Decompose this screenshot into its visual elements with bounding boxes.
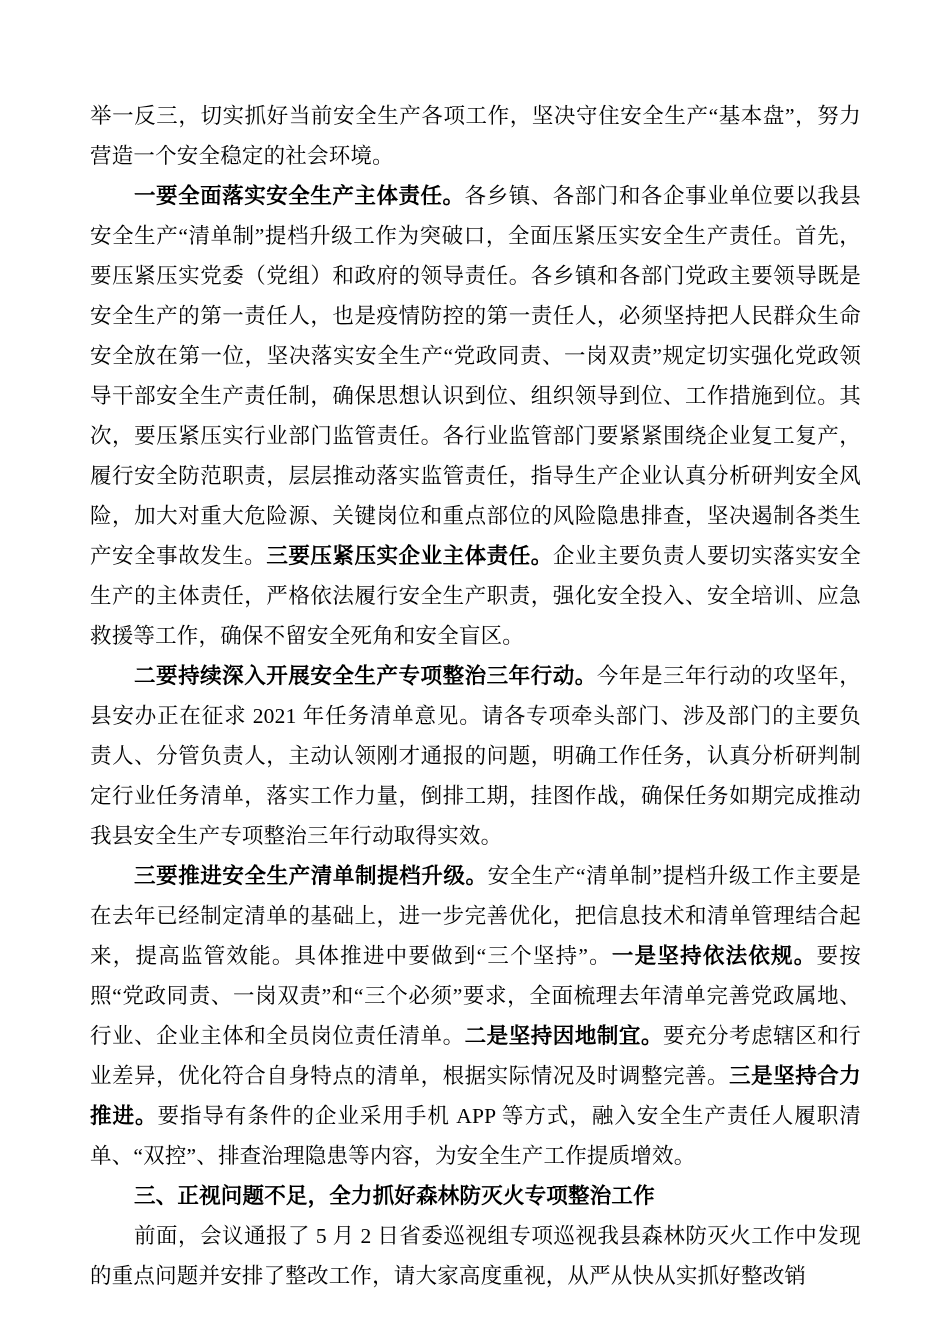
paragraph-point-two <box>90 656 861 856</box>
section-heading-three <box>90 1176 861 1216</box>
text-run-bold-heading: 一要全面落实安全生产主体责任。 <box>134 184 465 208</box>
text-run: 举一反三，切实抓好当前安全生产各项工作，坚决守住安全生产“基本盘”，努力营造一个安全稳定的社会环境。 <box>90 104 861 168</box>
text-run-bold-heading: 二要持续深入开展安全生产专项整治三年行动。 <box>134 664 597 688</box>
text-run-bold-heading: 二是坚持因地制宜。 <box>464 1024 663 1048</box>
text-run-bold-heading: 三是坚持合力推进。 <box>90 1064 861 1128</box>
paragraph-continuation <box>90 96 861 176</box>
paragraph-forest-fire-intro <box>90 1216 861 1296</box>
text-run-bold-heading: 一是坚持依法依规。 <box>611 944 817 968</box>
text-run: 今年是三年行动的攻坚年，县安办正在征求 2021 年任务清单意见。请各专项牵头部门、涉及部门的主要负责人、分管负责人，主动认领刚才通报的问题，明确工作任务，认真分析研判制定行业任务清单，落实工作力量，倒排工期，挂图作战，确保任务如期完成推动我县安全生产专项整治三年行动取得实效。 <box>90 664 862 848</box>
text-run: 要充分考虑辖区和行业差异，优化符合自身特点的清单，根据实际情况及时调整完善。 <box>90 1024 861 1088</box>
text-run: 要指导有条件的企业采用手机 APP 等方式，融入安全生产责任人履职清单、“双控”、排查治理隐患等内容，为安全生产工作提质增效。 <box>90 1104 861 1168</box>
text-run: 企业主要负责人要切实落实安全生产的主体责任，严格依法履行安全生产职责，强化安全投入、安全培训、应急救援等工作，确保不留安全死角和安全盲区。 <box>90 544 861 648</box>
text-run: 安全生产“清单制”提档升级工作主要是在去年已经制定清单的基础上，进一步完善优化，把信息技术和清单管理结合起来，提高监管效能。具体推进中要做到“三个坚持”。 <box>90 864 862 968</box>
paragraph-point-one <box>90 176 861 656</box>
document-body <box>90 96 861 1296</box>
text-run-bold-heading: 三要推进安全生产清单制提档升级。 <box>134 864 488 888</box>
paragraph-point-three <box>90 856 861 1176</box>
text-run: 要按照“党政同责、一岗双责”和“三个必须”要求，全面梳理去年清单完善党政属地、行业、企业主体和全员岗位责任清单。 <box>90 944 861 1048</box>
text-run: 前面，会议通报了 5 月 2 日省委巡视组专项巡视我县森林防灭火工作中发现的重点问题并安排了整改工作，请大家高度重视，从严从快从实抓好整改销 <box>90 1224 861 1288</box>
text-run: 各乡镇、各部门和各企事业单位要以我县安全生产“清单制”提档升级工作为突破口，全面压紧压实安全生产责任。首先，要压紧压实党委（党组）和政府的领导责任。各乡镇和各部门党政主要领导既是安全生产的第一责任人，也是疫情防控的第一责任人，必须坚持把人民群众生命安全放在第一位，坚决落实安全生产“党政同责、一岗双责”规定切实强化党政领导干部安全生产责任制，确保思想认识到位、组织领导到位、工作措施到位。其次，要压紧压实行业部门监管责任。各行业监管部门要紧紧围绕企业复工复产，履行安全防范职责，层层推动落实监管责任，指导生产企业认真分析研判安全风险，加大对重大危险源、关键岗位和重点部位的风险隐患排查，坚决遏制各类生产安全事故发生。 <box>90 184 861 568</box>
text-run-bold-heading: 三、正视问题不足，全力抓好森林防灭火专项整治工作 <box>134 1184 655 1208</box>
text-run-bold-heading: 三要压紧压实企业主体责任。 <box>266 544 553 568</box>
